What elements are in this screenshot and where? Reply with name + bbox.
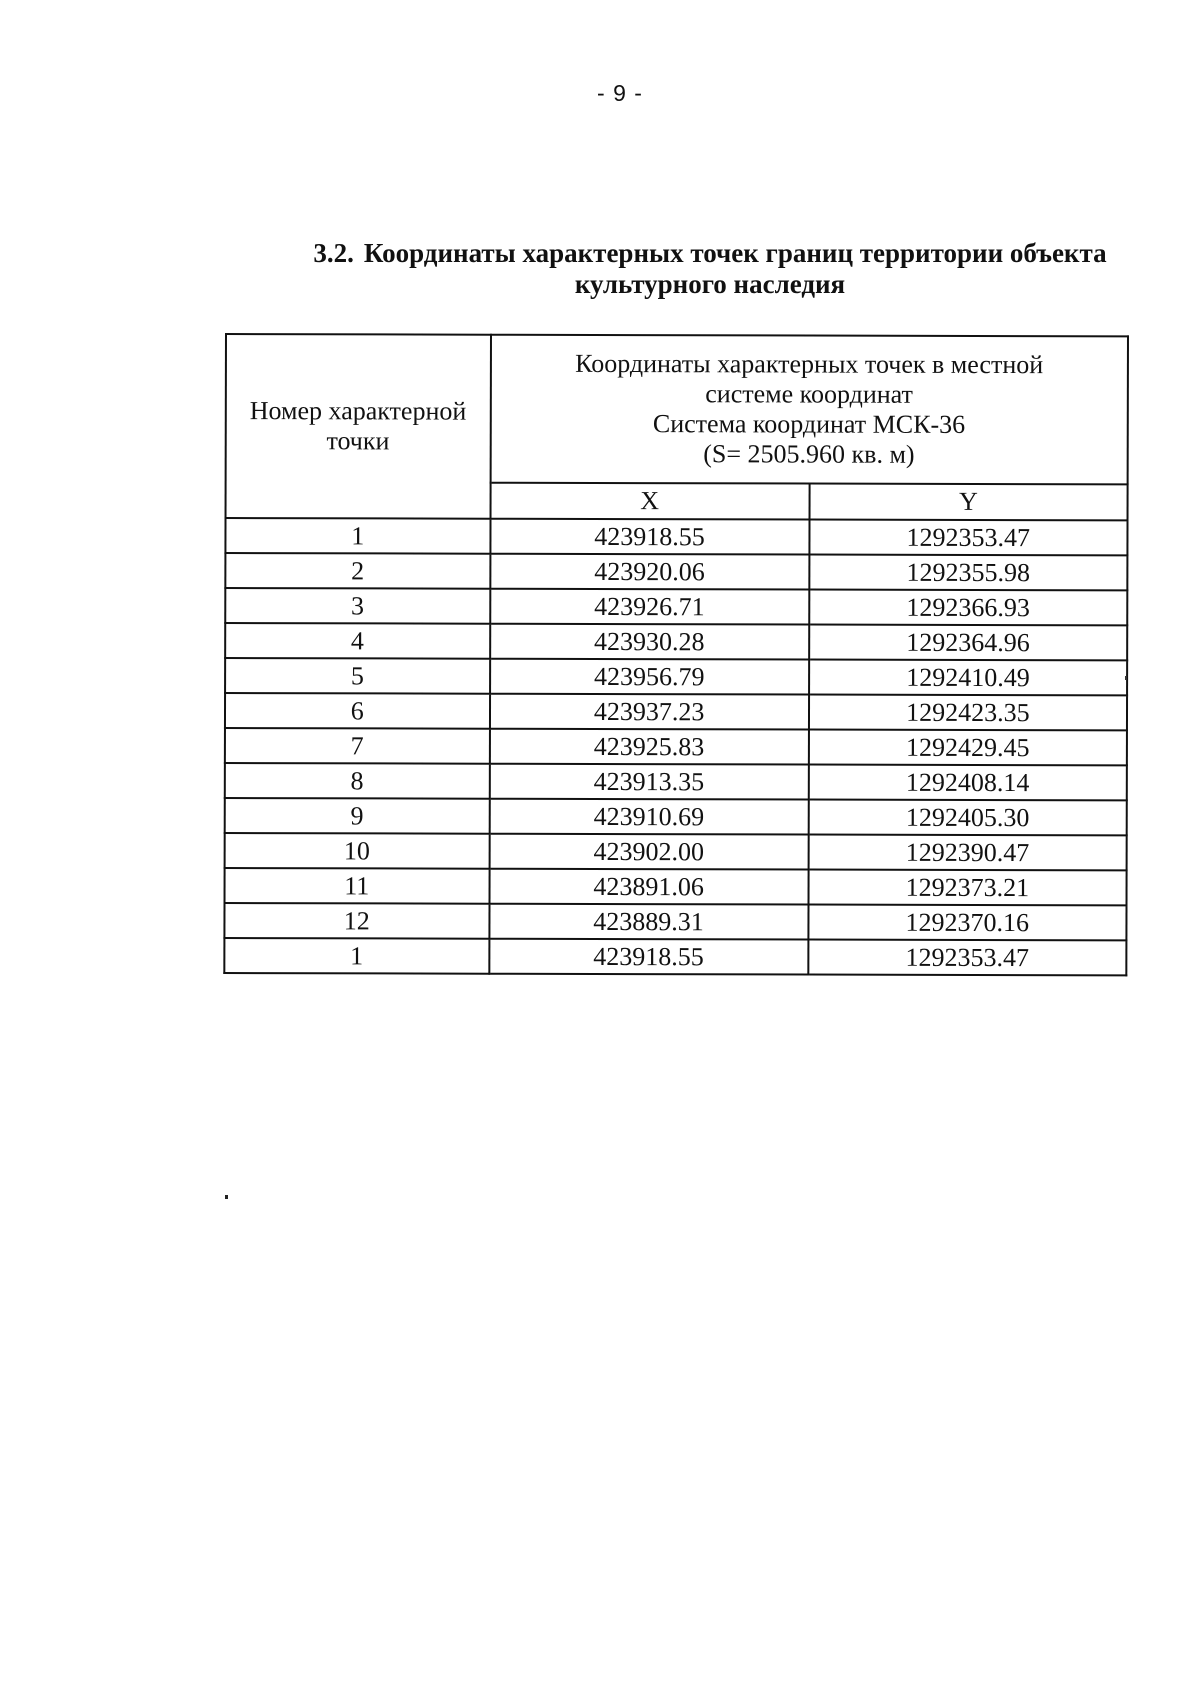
point-number-cell: 1 — [225, 518, 490, 554]
y-cell: 1292429.45 — [809, 730, 1127, 766]
x-cell: 423913.35 — [489, 764, 808, 800]
x-cell: 423918.55 — [490, 519, 809, 555]
y-cell: 1292408.14 — [808, 765, 1126, 801]
coordinates-header-line-3: Система координат МСК-36 — [652, 409, 966, 439]
point-number-header — [226, 334, 491, 519]
point-number-cell: 10 — [225, 833, 490, 869]
point-number-cell: 2 — [225, 553, 490, 589]
x-cell: 423920.06 — [490, 554, 809, 590]
y-cell: 1292405.30 — [808, 800, 1126, 836]
x-cell: 423902.00 — [489, 834, 808, 870]
x-cell: 423937.23 — [489, 694, 808, 730]
y-cell: 1292366.93 — [809, 590, 1127, 626]
table-row — [225, 693, 1127, 730]
point-number-cell: 6 — [225, 693, 490, 729]
table-header-row — [226, 334, 1128, 484]
x-cell: 423956.79 — [490, 659, 809, 695]
coordinates-header-line-2: системе координат — [705, 379, 913, 409]
point-number-cell: 7 — [225, 728, 490, 764]
table-row — [225, 518, 1127, 555]
y-cell: 1292364.96 — [809, 625, 1127, 661]
point-number-cell: 11 — [225, 868, 490, 904]
table-row — [225, 623, 1127, 660]
y-cell: 1292353.47 — [809, 520, 1127, 556]
section-number: 3.2. — [313, 238, 354, 268]
y-cell: 1292410.49 — [809, 660, 1127, 696]
y-cell: 1292373.21 — [808, 870, 1126, 906]
x-cell: 423891.06 — [489, 869, 808, 905]
point-number-cell: 4 — [225, 623, 490, 659]
x-cell: 423926.71 — [490, 589, 809, 625]
coordinates-header-line-4: (S= 2505.960 кв. м) — [703, 439, 915, 469]
point-number-cell: 8 — [225, 763, 490, 799]
table-row — [225, 588, 1127, 625]
x-column-header: X — [490, 483, 809, 520]
point-number-cell: 5 — [225, 658, 490, 694]
table-row — [225, 763, 1127, 800]
coordinates-header-line-1: Координаты характерных точек в местной — [575, 348, 1044, 380]
point-number-cell: 9 — [225, 798, 490, 834]
x-cell: 423910.69 — [489, 799, 808, 835]
y-cell: 1292390.47 — [808, 835, 1126, 871]
table-row — [225, 728, 1127, 765]
table-row — [224, 938, 1126, 975]
section-title-line-1 — [260, 238, 1160, 269]
page-number: - 9 - — [597, 80, 643, 106]
table-row — [225, 658, 1127, 695]
y-column-header: Y — [809, 484, 1127, 521]
y-cell: 1292355.98 — [809, 555, 1127, 591]
y-cell: 1292353.47 — [808, 940, 1126, 976]
x-cell: 423918.55 — [489, 939, 808, 975]
table-row — [224, 903, 1126, 940]
section-title — [260, 238, 1160, 300]
section-title-line-2: культурного наследия — [574, 269, 846, 299]
scan-speck — [1125, 676, 1127, 680]
table-row — [225, 553, 1127, 590]
y-cell: 1292370.16 — [808, 905, 1126, 941]
table-row — [225, 833, 1127, 870]
y-cell: 1292423.35 — [809, 695, 1127, 731]
section-title-text: Координаты характерных точек границ территории объекта — [363, 238, 1107, 268]
point-number-header-label: Номер характерной точки — [249, 396, 467, 456]
coordinates-table — [223, 333, 1129, 976]
point-number-cell: 1 — [224, 938, 489, 974]
x-cell: 423889.31 — [489, 904, 808, 940]
table-row — [225, 868, 1127, 905]
coordinates-header — [490, 335, 1128, 485]
x-cell: 423925.83 — [489, 729, 808, 765]
point-number-cell: 12 — [224, 903, 489, 939]
scan-speck — [225, 1195, 228, 1199]
x-cell: 423930.28 — [490, 624, 809, 660]
point-number-cell: 3 — [225, 588, 490, 624]
table-row — [225, 798, 1127, 835]
